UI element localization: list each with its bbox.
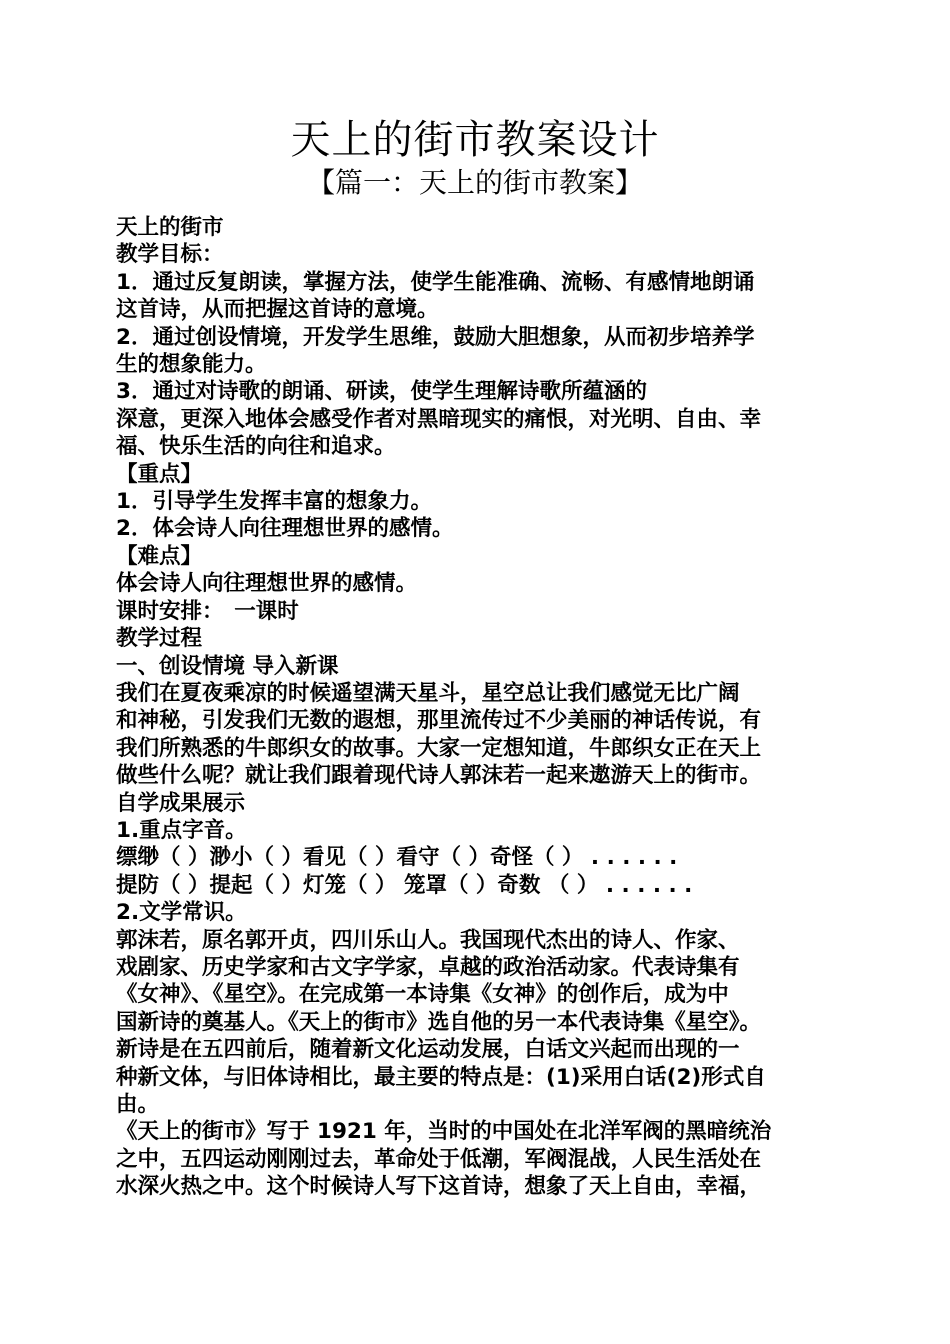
text-line: 1.重点字音。 (116, 817, 247, 843)
text-line: 新诗是在五四前后，随着新文化运动发展，白话文兴起而出现的一 (116, 1037, 740, 1063)
text-line: 我们在夏夜乘凉的时候遥望满天星斗，星空总让我们感觉无比广阔 (116, 680, 740, 706)
text-line: 缥缈（ ）渺小（ ）看见（ ）看守（ ）奇怪（ ） . . . . . . (116, 845, 678, 871)
text-line: 一、创设情境 导入新课 (116, 653, 339, 679)
text-line: 2．通过创设情境，开发学生思维，鼓励大胆想象，从而初步培养学 (116, 324, 755, 350)
text-line: 国新诗的奠基人。《天上的街市》选自他的另一本代表诗集《星空》。 (116, 1009, 762, 1035)
text-line: 【重点】 (116, 461, 203, 487)
text-line: 天上的街市 (116, 215, 224, 240)
text-line: 自学成果展示 (116, 790, 246, 816)
text-line: 郭沫若，原名郭开贞，四川乐山人。我国现代杰出的诗人、作家、 (116, 927, 740, 953)
text-line: 水深火热之中。这个时候诗人写下这首诗，想象了天上自由，幸福， (116, 1174, 762, 1200)
text-line: 3．通过对诗歌的朗诵、研读，使学生理解诗歌所蕴涵的 (116, 379, 647, 405)
document-body (116, 214, 838, 1201)
text-line: 生的想象能力。 (116, 352, 267, 378)
text-line: 体会诗人向往理想世界的感情。 (116, 571, 418, 597)
text-line: 提防（ ）提起（ ）灯笼（ ） 笼罩（ ）奇数 （ ） . . . . . . (116, 872, 693, 898)
text-line: 【难点】 (116, 543, 203, 569)
text-line: 戏剧家、历史学家和古文字学家，卓越的政治活动家。代表诗集有 (116, 954, 740, 980)
text-line: 之中，五四运动刚刚过去，革命处于低潮，军阀混战，人民生活处在 (116, 1146, 762, 1172)
text-line: 2.文学常识。 (116, 900, 247, 926)
text-line: 课时安排： 一课时 (116, 598, 299, 624)
text-line: 由。 (116, 1092, 160, 1117)
text-line: 我们所熟悉的牛郎织女的故事。大家一定想知道，牛郎织女正在天上 (116, 735, 762, 761)
text-line: 福、快乐生活的向往和追求。 (116, 434, 396, 460)
text-line: 《天上的街市》写于 1921 年，当时的中国处在北洋军阀的黑暗统治 (116, 1119, 772, 1145)
text-line: 教学过程 (116, 626, 203, 652)
text-line: 这首诗，从而把握这首诗的意境。 (116, 297, 439, 323)
text-line: 1．引导学生发挥丰富的想象力。 (116, 489, 432, 515)
text-line: 1．通过反复朗读，掌握方法，使学生能准确、流畅、有感情地朗诵 (116, 269, 755, 295)
text-line: 《女神》、《星空》。在完成第一本诗集《女神》的创作后，成为中 (116, 982, 729, 1008)
text-line: 和神秘，引发我们无数的遐想，那里流传过不少美丽的神话传说，有 (116, 708, 762, 734)
text-line: 种新文体，与旧体诗相比，最主要的特点是：(1)采用白话(2)形式自 (116, 1064, 766, 1090)
text-line: 教学目标： (116, 242, 224, 268)
text-line: 2．体会诗人向往理想世界的感情。 (116, 516, 454, 542)
text-line: 深意，更深入地体会感受作者对黑暗现实的痛恨，对光明、自由、幸 (116, 406, 762, 432)
document-subtitle: 【篇一：天上的街市教案】 (306, 166, 643, 199)
text-line: 做些什么呢？就让我们跟着现代诗人郭沫若一起来遨游天上的街市。 (116, 763, 762, 789)
document-title: 天上的街市教案设计 (290, 117, 660, 163)
